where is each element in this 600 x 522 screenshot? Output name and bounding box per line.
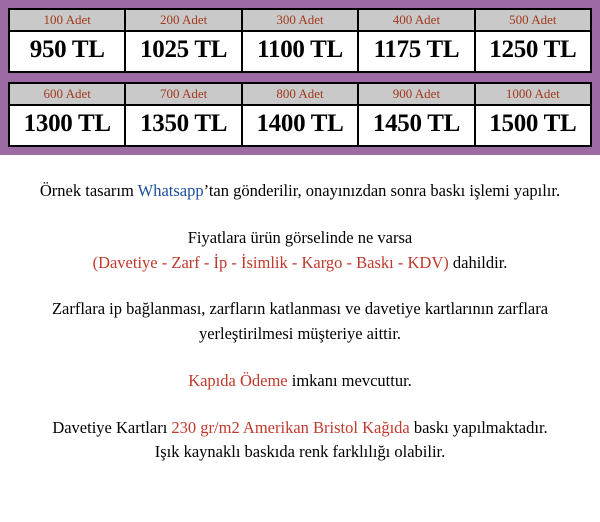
price-value: 1400 TL bbox=[256, 110, 344, 138]
price-table bbox=[0, 0, 600, 155]
notes-section bbox=[0, 155, 600, 465]
note-whatsapp-text-1: Örnek tasarım bbox=[39, 181, 138, 200]
note-payment-highlight: Kapıda Ödeme bbox=[188, 370, 288, 390]
quantity-label: 1000 Adet bbox=[476, 84, 590, 106]
note-assembly-line-1: Zarflara ip bağlanması, zarfların katlanması ve davetiye kartlarının zarflara bbox=[51, 299, 549, 319]
price-cell bbox=[124, 82, 242, 147]
price-cell bbox=[124, 8, 242, 73]
price-cell bbox=[8, 82, 126, 147]
price-cell bbox=[357, 82, 475, 147]
quantity-label: 200 Adet bbox=[126, 10, 240, 32]
note-paper bbox=[10, 416, 590, 466]
note-included bbox=[10, 226, 590, 276]
price-table-row bbox=[8, 82, 592, 147]
note-whatsapp-text-2: ’tan gönderilir, onayınızdan sonra baskı işlemi yapılır. bbox=[203, 181, 561, 200]
price-cell bbox=[357, 8, 475, 73]
price-value: 1450 TL bbox=[372, 110, 460, 138]
quantity-label: 500 Adet bbox=[476, 10, 590, 32]
price-value: 1025 TL bbox=[140, 36, 228, 64]
quantity-label: 300 Adet bbox=[243, 10, 357, 32]
quantity-label: 100 Adet bbox=[10, 10, 124, 32]
price-value: 1500 TL bbox=[489, 110, 577, 138]
price-value: 1175 TL bbox=[373, 36, 460, 64]
note-included-line-2: dahildir. bbox=[448, 252, 508, 272]
note-whatsapp-highlight: Whatsapp bbox=[137, 181, 204, 200]
price-cell bbox=[474, 82, 592, 147]
price-value: 1300 TL bbox=[23, 110, 111, 138]
note-included-highlight: (Davetiye - Zarf - İp - İsimlik - Kargo - Baskı - KDV) bbox=[92, 252, 449, 272]
price-value: 1350 TL bbox=[140, 110, 228, 138]
quantity-label: 900 Adet bbox=[359, 84, 473, 106]
price-value: 1100 TL bbox=[257, 36, 343, 64]
note-payment bbox=[10, 369, 590, 394]
quantity-label: 800 Adet bbox=[243, 84, 357, 106]
note-paper-line-2: Işık kaynaklı baskıda renk farklılığı olabilir. bbox=[154, 442, 446, 462]
note-assembly bbox=[10, 297, 590, 347]
price-cell bbox=[241, 8, 359, 73]
quantity-label: 400 Adet bbox=[359, 10, 473, 32]
price-value: 950 TL bbox=[29, 36, 105, 64]
note-whatsapp bbox=[10, 179, 590, 204]
price-cell bbox=[241, 82, 359, 147]
note-payment-text: imkanı mevcuttur. bbox=[287, 370, 412, 390]
price-cell bbox=[8, 8, 126, 73]
note-paper-text-1: Davetiye Kartları bbox=[52, 417, 172, 437]
note-paper-text-2: baskı yapılmaktadır. bbox=[409, 417, 548, 437]
note-paper-highlight: 230 gr/m2 Amerikan Bristol Kağıda bbox=[171, 417, 410, 437]
note-assembly-line-2: yerleştirilmesi müşteriye aittir. bbox=[198, 324, 402, 343]
quantity-label: 600 Adet bbox=[10, 84, 124, 106]
note-included-line-1: Fiyatlara ürün görselinde ne varsa bbox=[187, 227, 413, 247]
price-cell bbox=[474, 8, 592, 73]
price-table-row bbox=[8, 8, 592, 73]
price-value: 1250 TL bbox=[489, 36, 577, 64]
quantity-label: 700 Adet bbox=[126, 84, 240, 106]
